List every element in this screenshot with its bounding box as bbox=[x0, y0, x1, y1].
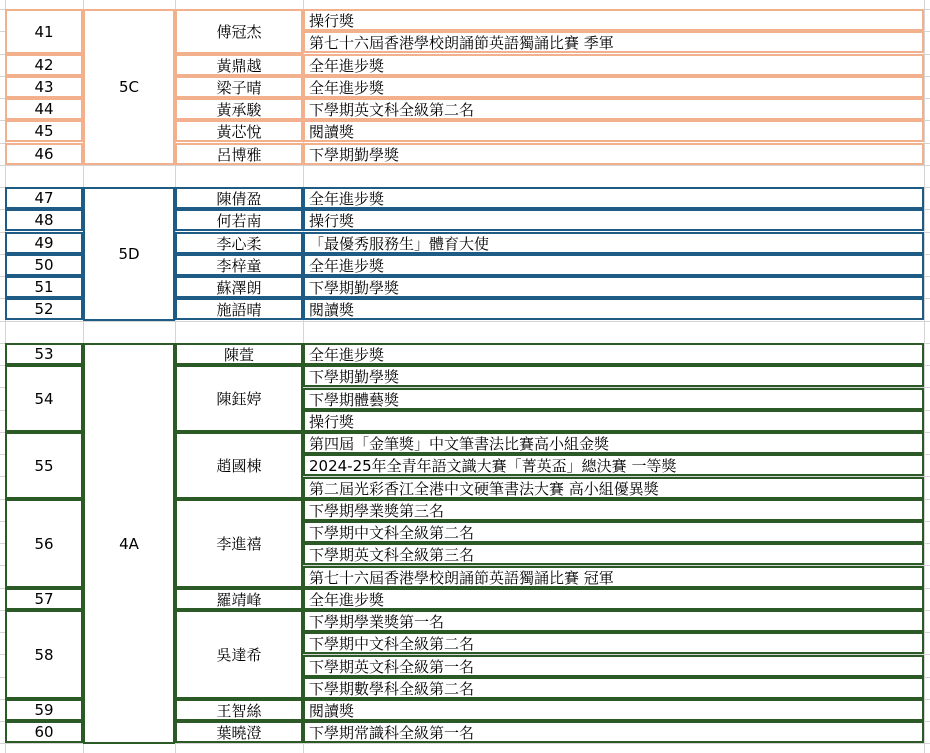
student-number-cell: 56 bbox=[5, 499, 83, 588]
student-name-cell: 陳鈺婷 bbox=[175, 365, 303, 432]
student-name-cell: 王智絲 bbox=[175, 699, 303, 721]
student-name-cell: 趙國棟 bbox=[175, 432, 303, 499]
award-cell: 閱讀獎 bbox=[303, 120, 924, 142]
student-number-cell: 45 bbox=[5, 120, 83, 142]
student-number-cell: 52 bbox=[5, 298, 83, 320]
gridline bbox=[0, 165, 930, 166]
class-cell: 4A bbox=[83, 343, 175, 744]
student-name-cell: 李梓童 bbox=[175, 254, 303, 276]
student-name-cell: 施語晴 bbox=[175, 298, 303, 320]
award-cell: 下學期中文科全級第二名 bbox=[303, 632, 924, 654]
award-cell: 下學期體藝獎 bbox=[303, 388, 924, 410]
student-name-cell: 傅冠杰 bbox=[175, 9, 303, 54]
student-number-cell: 58 bbox=[5, 610, 83, 699]
award-cell: 全年進步獎 bbox=[303, 254, 924, 276]
class-cell: 5D bbox=[83, 187, 175, 321]
student-number-cell: 44 bbox=[5, 98, 83, 120]
student-name-cell: 李心柔 bbox=[175, 232, 303, 254]
award-cell: 閱讀獎 bbox=[303, 699, 924, 721]
award-cell: 全年進步獎 bbox=[303, 187, 924, 209]
award-cell: 「最優秀服務生」體育大使 bbox=[303, 232, 924, 254]
award-cell: 下學期英文科全級第一名 bbox=[303, 655, 924, 677]
student-name-cell: 陳萱 bbox=[175, 343, 303, 365]
award-cell: 操行獎 bbox=[303, 410, 924, 432]
student-number-cell: 43 bbox=[5, 76, 83, 98]
student-name-cell: 黃芯悅 bbox=[175, 120, 303, 142]
student-number-cell: 55 bbox=[5, 432, 83, 499]
class-cell: 5C bbox=[83, 9, 175, 165]
class-section-4a bbox=[0, 343, 930, 744]
student-number-cell: 51 bbox=[5, 276, 83, 298]
student-number-cell: 46 bbox=[5, 143, 83, 165]
student-name-cell: 呂博雅 bbox=[175, 143, 303, 165]
award-cell: 閱讀獎 bbox=[303, 298, 924, 320]
class-section-5d bbox=[0, 187, 930, 321]
student-number-cell: 60 bbox=[5, 721, 83, 743]
student-name-cell: 吳達希 bbox=[175, 610, 303, 699]
student-number-cell: 42 bbox=[5, 54, 83, 76]
award-cell: 第四屆「金筆獎」中文筆書法比賽高小組金獎 bbox=[303, 432, 924, 454]
student-name-cell: 羅靖峰 bbox=[175, 588, 303, 610]
award-cell: 下學期英文科全級第三名 bbox=[303, 543, 924, 565]
student-number-cell: 57 bbox=[5, 588, 83, 610]
award-cell: 全年進步獎 bbox=[303, 588, 924, 610]
award-cell: 全年進步獎 bbox=[303, 54, 924, 76]
award-cell: 下學期學業獎第一名 bbox=[303, 610, 924, 632]
award-cell: 操行獎 bbox=[303, 9, 924, 31]
award-cell: 下學期勤學獎 bbox=[303, 143, 924, 165]
student-name-cell: 梁子晴 bbox=[175, 76, 303, 98]
class-section-5c bbox=[0, 9, 930, 165]
student-number-cell: 41 bbox=[5, 9, 83, 54]
award-cell: 第二屆光彩香江全港中文硬筆書法大賽 高小組優異獎 bbox=[303, 477, 924, 499]
student-name-cell: 何若南 bbox=[175, 209, 303, 231]
award-cell: 全年進步獎 bbox=[303, 76, 924, 98]
award-cell: 第七十六屆香港學校朗誦節英語獨誦比賽 季軍 bbox=[303, 31, 924, 53]
student-number-cell: 47 bbox=[5, 187, 83, 209]
student-name-cell: 李進禧 bbox=[175, 499, 303, 588]
student-name-cell: 蘇澤朗 bbox=[175, 276, 303, 298]
award-cell: 下學期勤學獎 bbox=[303, 276, 924, 298]
award-cell: 下學期英文科全級第二名 bbox=[303, 98, 924, 120]
award-cell: 下學期中文科全級第二名 bbox=[303, 521, 924, 543]
award-cell: 下學期學業獎第三名 bbox=[303, 499, 924, 521]
student-number-cell: 50 bbox=[5, 254, 83, 276]
student-number-cell: 54 bbox=[5, 365, 83, 432]
award-cell: 下學期常識科全級第一名 bbox=[303, 721, 924, 743]
award-cell: 第七十六屆香港學校朗誦節英語獨誦比賽 冠軍 bbox=[303, 566, 924, 588]
award-cell: 2024-25年全青年語文識大賽「菁英盃」總決賽 一等獎 bbox=[303, 454, 924, 476]
student-number-cell: 53 bbox=[5, 343, 83, 365]
student-name-cell: 葉曉澄 bbox=[175, 721, 303, 743]
award-cell: 下學期數學科全級第二名 bbox=[303, 677, 924, 699]
student-name-cell: 黃承駿 bbox=[175, 98, 303, 120]
student-number-cell: 49 bbox=[5, 232, 83, 254]
award-cell: 操行獎 bbox=[303, 209, 924, 231]
student-name-cell: 陳倩盈 bbox=[175, 187, 303, 209]
gridline bbox=[0, 321, 930, 322]
student-number-cell: 48 bbox=[5, 209, 83, 231]
award-cell: 下學期勤學獎 bbox=[303, 365, 924, 387]
student-name-cell: 黃鼎越 bbox=[175, 54, 303, 76]
award-cell: 全年進步獎 bbox=[303, 343, 924, 365]
student-number-cell: 59 bbox=[5, 699, 83, 721]
